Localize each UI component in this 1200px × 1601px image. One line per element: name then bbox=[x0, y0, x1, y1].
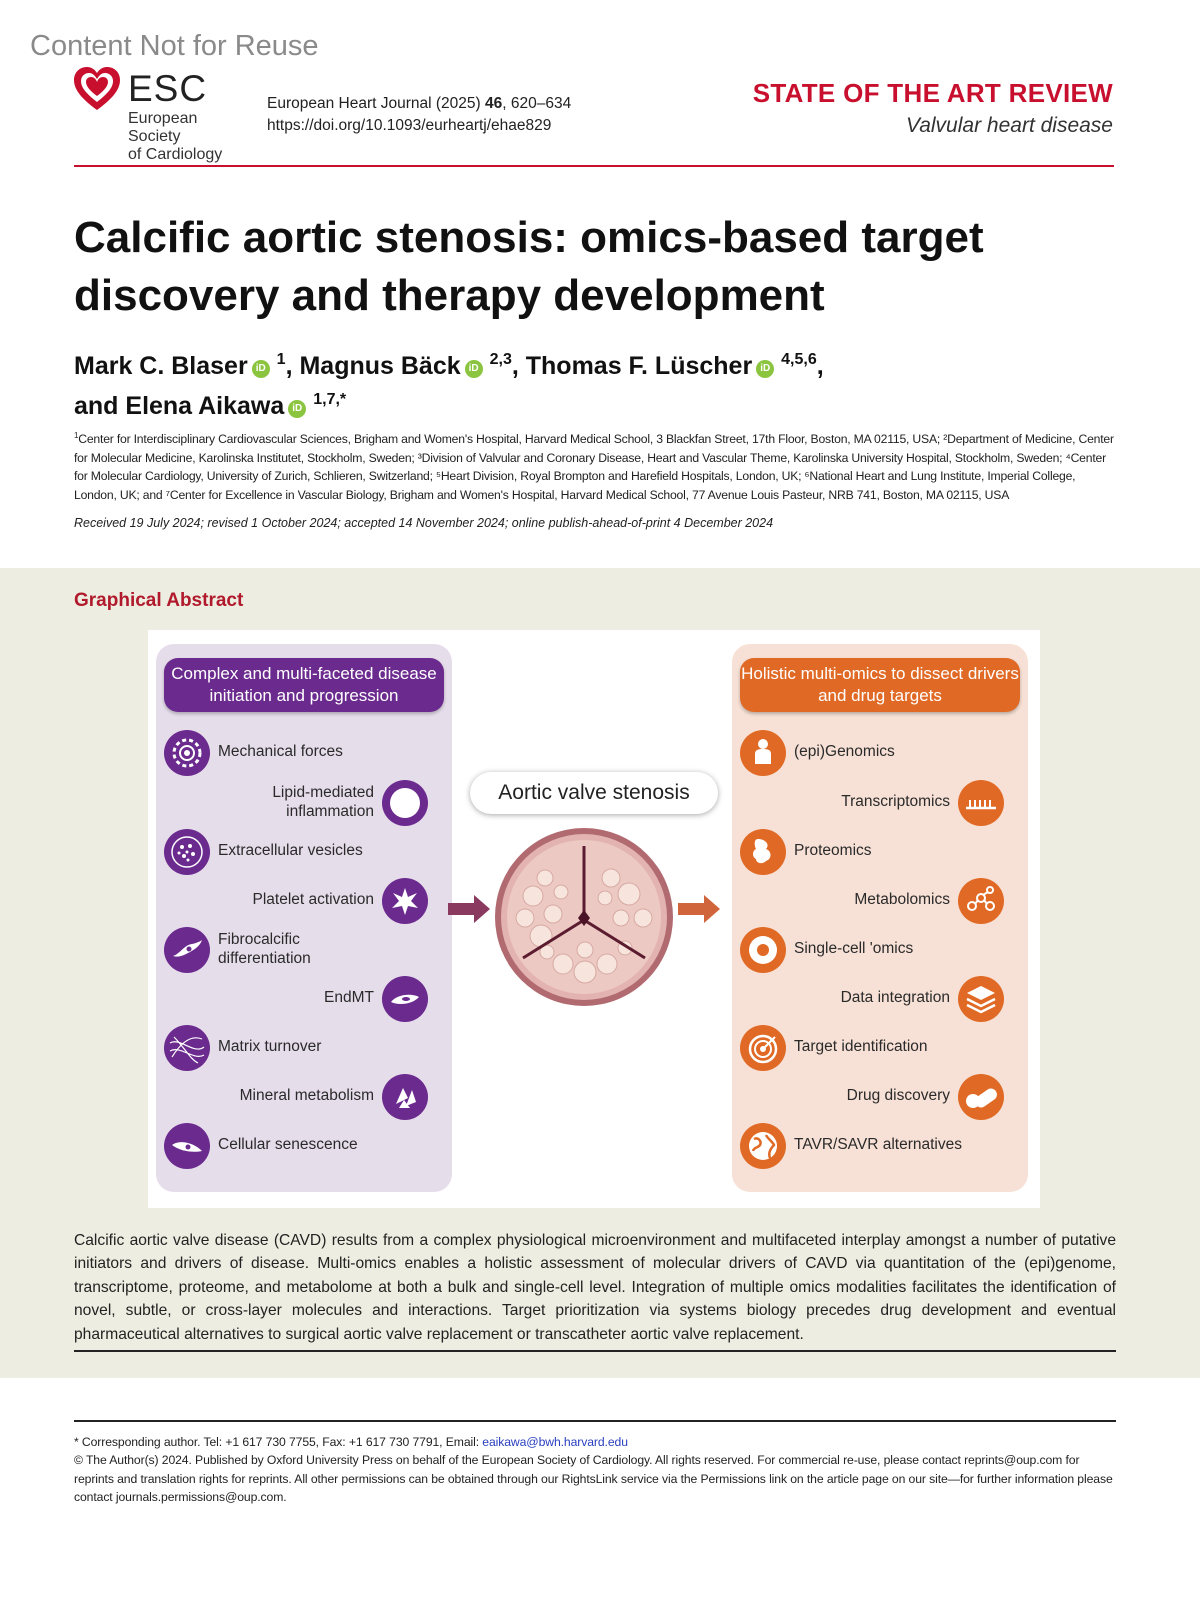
logo-abbreviation: ESC bbox=[128, 68, 208, 109]
list-item: Cellular senescence bbox=[156, 1121, 436, 1171]
disease-drivers-panel bbox=[156, 644, 452, 1192]
arrow-right-icon bbox=[678, 894, 722, 924]
publication-dates: Received 19 July 2024; revised 1 October 2024; accepted 14 November 2024; online publish-ahead-of-print 4 December 2024 bbox=[74, 516, 774, 530]
list-item: Mineral metabolism bbox=[156, 1072, 436, 1122]
footnote-divider bbox=[74, 1420, 1116, 1422]
target-icon bbox=[740, 1025, 786, 1071]
heart-logo-icon bbox=[72, 66, 122, 112]
orcid-icon[interactable]: iD bbox=[465, 360, 483, 378]
right-panel-header: Holistic multi-omics to dissect drivers and drug targets bbox=[740, 658, 1020, 712]
list-item: Transcriptomics bbox=[732, 778, 1012, 828]
copyright-notice: © The Author(s) 2024. Published by Oxford University Press on behalf of the European Society of Cardiology. All rights reserved. For commercial re-use, please contact reprints@oup.com for reprints and translation rights for reprints. All other permissions can be obtained through our RightsLink service via the Permissions link on the article page on our site—for further information please contact journals.permissions@oup.com. bbox=[74, 1453, 1113, 1504]
author-list: Mark C. Blaser iD $^1$, Magnus Bäck iD $^{2,3}$, Thomas F. Lüscher iD $^{4,5,6}$, and Elena Aikawa iD $^{1,7,*}$ bbox=[74, 351, 824, 420]
journal-citation: European Heart Journal (2025) 46, 620–634 https://doi.org/10.1093/eurheartj/ehae829 bbox=[267, 93, 571, 137]
vesicle-icon bbox=[164, 829, 210, 875]
matrix-icon bbox=[164, 1025, 210, 1071]
author: and Elena Aikawa bbox=[74, 392, 285, 420]
single-cell-icon bbox=[740, 927, 786, 973]
layers-icon bbox=[958, 976, 1004, 1022]
pill-icon bbox=[958, 1074, 1004, 1120]
platelet-icon bbox=[382, 878, 428, 924]
footnotes bbox=[74, 1433, 1119, 1506]
list-item: Single-cell 'omics bbox=[732, 925, 1012, 975]
esc-logo[interactable] bbox=[72, 66, 252, 163]
graphical-abstract-label: Graphical Abstract bbox=[74, 590, 244, 611]
list-item: Drug discovery bbox=[732, 1072, 1012, 1122]
list-item: Matrix turnover bbox=[156, 1023, 436, 1073]
email-link[interactable]: eaikawa@bwh.harvard.edu bbox=[482, 1435, 628, 1449]
ring-icon bbox=[382, 780, 428, 826]
list-item: (epi)Genomics bbox=[732, 728, 1012, 778]
watermark: Content Not for Reuse bbox=[30, 30, 319, 62]
orcid-icon[interactable]: iD bbox=[756, 360, 774, 378]
endothelial-cell-icon bbox=[382, 976, 428, 1022]
transcript-icon bbox=[958, 780, 1004, 826]
list-item: TAVR/SAVR alternatives bbox=[732, 1121, 1012, 1171]
list-item: Data integration bbox=[732, 974, 1012, 1024]
logo-society-name: European Society of Cardiology bbox=[128, 110, 223, 163]
author: Mark C. Blaser bbox=[74, 352, 248, 380]
author: Magnus Bäck bbox=[299, 352, 461, 380]
orcid-icon[interactable]: iD bbox=[252, 360, 270, 378]
molecule-icon bbox=[958, 878, 1004, 924]
article-title: Calcific aortic stenosis: omics-based target discovery and therapy development bbox=[74, 213, 984, 320]
article-type: STATE OF THE ART REVIEW bbox=[752, 78, 1113, 108]
aortic-valve-illustration bbox=[493, 826, 675, 1008]
header-divider bbox=[74, 165, 1114, 167]
list-item: Proteomics bbox=[732, 827, 1012, 877]
author: Thomas F. Lüscher bbox=[525, 352, 753, 380]
affiliations: $^1$Center for Interdisciplinary Cardiovascular Sciences, Brigham and Women's Hospital, Harvard Medical School, 3 Blackfan Street, 17th Floor, Boston, MA 02115, USA; ²Department of Medicine, Center for Molecular Medicine, Karolinska Institutet, Stockholm, Sweden; ³Division of Valvular and Coronary Disease, Heart and Vascular Theme, Karolinska University Hospital, Stockholm, Sweden; ⁴Center for Molecular Cardiology, University of Zurich, Schlieren, Switzerland; ⁵Heart Division, Royal Brompton and Harefield Hospitals, London, UK; ⁶National Heart and Lung Institute, Imperial College, London, UK; and ⁷Center for Excellence in Vascular Biology, Brigham and Women's Hospital, Harvard Medical School, 77 Avenue Louis Pasteur, NRB 741, Boston, MA 02115, USA bbox=[74, 431, 1114, 502]
orcid-icon[interactable]: iD bbox=[288, 400, 306, 418]
senescent-cell-icon bbox=[164, 1123, 210, 1169]
center-label: Aortic valve stenosis bbox=[470, 772, 718, 814]
multi-omics-panel bbox=[732, 644, 1028, 1192]
graphical-abstract-figure bbox=[148, 630, 1040, 1208]
list-item: Extracellular vesicles bbox=[156, 827, 436, 877]
doi-link[interactable]: https://doi.org/10.1093/eurheartj/ehae829 bbox=[267, 117, 552, 134]
list-item: EndMT bbox=[156, 974, 436, 1024]
summary-divider bbox=[74, 1350, 1116, 1352]
cell-icon bbox=[164, 927, 210, 973]
list-item: Platelet activation bbox=[156, 876, 436, 926]
list-item: Mechanical forces bbox=[156, 728, 436, 778]
globe-icon bbox=[740, 1123, 786, 1169]
list-item: Metabolomics bbox=[732, 876, 1012, 926]
crystal-icon bbox=[382, 1074, 428, 1120]
list-item: Target identification bbox=[732, 1023, 1012, 1073]
genome-icon bbox=[740, 730, 786, 776]
list-item: Lipid-mediated inflammation bbox=[156, 778, 436, 828]
list-item: Fibrocalcific differentiation bbox=[156, 925, 436, 975]
graphical-abstract-summary: Calcific aortic valve disease (CAVD) results from a complex physiological microenvironment and multifaceted interplay amongst a number of putative initiators and drivers of disease. Multi-omics enables a holistic assessment of molecular drivers of CAVD via quantitation of the (epi)genome, transcriptome, proteome, and metabolome at both a bulk and single-cell level. Integration of multiple omics modalities facilitates the identification of novel, subtle, or cross-layer molecules and interactions. Target prioritization via systems biology precedes drug development and eventual pharmaceutical alternatives to surgical aortic valve replacement or transcatheter aortic valve replacement. bbox=[74, 1232, 1116, 1343]
left-panel-header: Complex and multi-faceted disease initiation and progression bbox=[164, 658, 444, 712]
protein-icon bbox=[740, 829, 786, 875]
arrow-right-icon bbox=[448, 894, 492, 924]
article-subject: Valvular heart disease bbox=[905, 114, 1113, 137]
corresponding-author: * Corresponding author. Tel: +1 617 730 7755, Fax: +1 617 730 7791, Email: eaikawa@bwh.harvard.edu bbox=[74, 1435, 628, 1449]
gear-icon bbox=[164, 730, 210, 776]
